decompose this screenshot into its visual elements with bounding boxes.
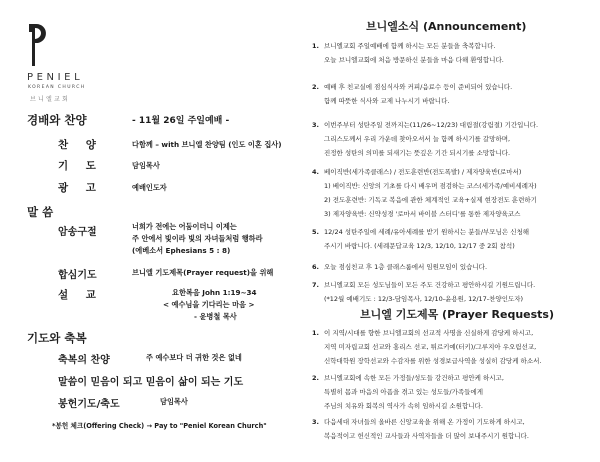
item-line: 1) 베이직반: 신앙의 기초를 다시 배우며 점검하는 코스(세가족/예비세례자) <box>324 182 537 190</box>
item-line: 그리스도께서 우리 가운데 찾아오셔서 늘 함께 하시기를 갈망하며, <box>324 135 511 143</box>
item-line: 이번주부터 성탄주일 전까지는(11/26~12/23) 대림절(강림절) 기간입니다. <box>324 121 539 129</box>
item-number: 1. <box>312 329 319 337</box>
item-line: (*12월 예배기도 : 12/3-담임목사, 12/10-윤용원, 12/17-찬양인도자) <box>324 295 524 303</box>
announcement-item <box>312 225 600 253</box>
item-line: 다음세대 자녀들의 올바른 신앙교육을 위해 온 가정이 기도하게 하시고, <box>324 418 525 426</box>
item-line: 오늘 브니엘교회에 처음 방문하신 분들을 마음 다해 환영합니다. <box>324 56 504 64</box>
item-line: 베이직반(세가족클래스) / 전도훈련반(전도폭발) / 제자양육반(로마서) <box>324 168 522 176</box>
prayer-label: 기 도 <box>58 160 103 172</box>
item-line: 오늘 점심친교 후 1층 클래스룸에서 임원모임이 있습니다. <box>324 263 488 271</box>
praise-label: 찬 양 <box>58 139 103 151</box>
church-subtitle: KOREAN CHURCH <box>28 85 86 90</box>
item-number: 2. <box>312 374 319 382</box>
item-number: 5. <box>312 228 319 236</box>
praise-value: 다함께 – with 브니엘 찬양팀 (인도 이혼 집사) <box>132 140 282 149</box>
item-line: 2) 전도훈련반: 기독교 복음에 관한 체계적인 교육+실제 현장전도 훈련하기 <box>324 196 537 204</box>
recitation-label: 암송구절 <box>58 227 97 238</box>
item-line: 이 지역/시대를 향한 브니엘교회의 선교적 사명을 신실하게 감당케 하시고, <box>324 329 534 337</box>
announcement-value: 예배인도자 <box>132 183 167 192</box>
announcement-item <box>312 260 600 274</box>
item-line: 함께 따뜻한 식사와 교제 나누시기 바랍니다. <box>324 97 450 105</box>
item-line: 3) 제자양육반: 신약성경 '로마서 바이블 스터디'를 통한 제자양육코스 <box>324 210 521 218</box>
sermon-label: 설 교 <box>58 289 103 301</box>
announcement-item <box>312 118 600 160</box>
item-number: 3. <box>312 418 319 426</box>
offering-prayer-value: 담임목사 <box>160 397 188 406</box>
item-number: 7. <box>312 281 319 289</box>
announcement-item <box>312 39 600 67</box>
joint-prayer-label: 합심기도 <box>58 270 97 281</box>
blessing-song-value: 주 예수보다 더 귀한 것은 없네 <box>146 353 242 362</box>
offering-note: *봉헌 체크(Offering Check) → Pay to "Peniel Korean Church" <box>52 422 267 430</box>
recitation-line-1: 너희가 전에는 어둠이더니 이제는 <box>132 222 237 231</box>
prayer-request-item <box>312 415 600 443</box>
item-number: 6. <box>312 263 319 271</box>
announcement-item <box>312 278 600 306</box>
item-line: 지역 미자립교회 선교와 홍리스 선교, 튀르키예(터키)/그루지아 우오림선교, <box>324 343 537 351</box>
item-line: 12/24 성탄주일에 세례/유아세례를 받기 원하시는 분들/부모님은 신청해 <box>324 228 530 236</box>
item-line: 예배 후 친교실에 점심식사와 커피/음료수 등이 준비되어 있습니다. <box>324 83 513 91</box>
section-response-title: 기도와 축복 <box>27 331 87 345</box>
offering-prayer-label: 봉헌기도/축도 <box>58 399 120 410</box>
recitation-line-2: 주 안에서 빛이라 빛의 자녀들처럼 행하라 <box>132 234 263 243</box>
item-line: 특별히 몸과 마음의 아픔을 겪고 있는 성도들/가족들에게 <box>324 388 484 396</box>
sermon-passage: 요한복음 John 1:19~34 <box>172 288 257 297</box>
section-word-title: 말 씀 <box>27 205 54 219</box>
item-line: 진정한 성탄의 의미를 되새기는 뜻깊은 기간 되시기를 소망합니다. <box>324 149 511 157</box>
prayer-request-item <box>312 371 600 413</box>
faith-prayer-label: 말씀이 믿음이 되고 믿음이 삶이 되는 기도 <box>58 377 244 388</box>
joint-prayer-value: 브니엘 기도제목(Prayer request)을 위해 <box>132 268 274 277</box>
item-line: 브니엘교회 모든 성도님들이 모든 주도 건강하고 평안하시길 기원드립니다. <box>324 281 536 289</box>
announcement-item <box>312 165 600 221</box>
prayer-requests-title: 브니엘 기도제목 (Prayer Requests) <box>360 308 555 321</box>
section-worship-title: 경배와 찬양 <box>27 113 87 127</box>
sermon-title: < 예수님을 기다리는 마음 > <box>163 300 255 309</box>
announcement-item <box>312 80 600 108</box>
prayer-value: 담임목사 <box>132 161 160 170</box>
item-line: 주시기 바랍니다. (세례문답교육 12/3, 12/10, 12/17 중 2회 참석) <box>324 242 515 250</box>
item-line: 신학대학원 장학선교와 수감자를 위한 성경보급사역을 성실히 감당케 하소서. <box>324 357 542 365</box>
sermon-preacher: - 윤병철 목사 <box>194 312 237 321</box>
item-number: 4. <box>312 168 319 176</box>
peniel-logo-icon <box>26 22 50 68</box>
item-line: 브니엘교회에 속한 모든 가정들/성도들 강건하고 평안케 하시고, <box>324 374 504 382</box>
announcement-title: 브니엘소식 (Announcement) <box>366 20 527 33</box>
announcement-label: 광 고 <box>58 182 103 194</box>
item-line: 주님의 치유와 회복의 역사가 속히 임하시길 소원합니다. <box>324 402 483 410</box>
item-number: 1. <box>312 42 319 50</box>
recitation-line-3: (에베소서 Ephesians 5 : 8) <box>132 246 231 255</box>
service-title: - 11월 26일 주일예배 - <box>132 116 230 126</box>
item-number: 2. <box>312 83 319 91</box>
item-line: 복음적이고 헌신적인 교사들과 사역자들을 더 많이 보내주시기 원합니다. <box>324 432 529 440</box>
church-name: PENIEL <box>27 72 84 83</box>
prayer-request-item <box>312 326 600 368</box>
blessing-song-label: 축복의 찬양 <box>58 355 110 366</box>
church-name-korean: 브니엘교회 <box>30 96 70 103</box>
item-line: 브니엘교회 주일예배에 함께 하시는 모든 분들을 축복합니다. <box>324 42 496 50</box>
item-number: 3. <box>312 121 319 129</box>
